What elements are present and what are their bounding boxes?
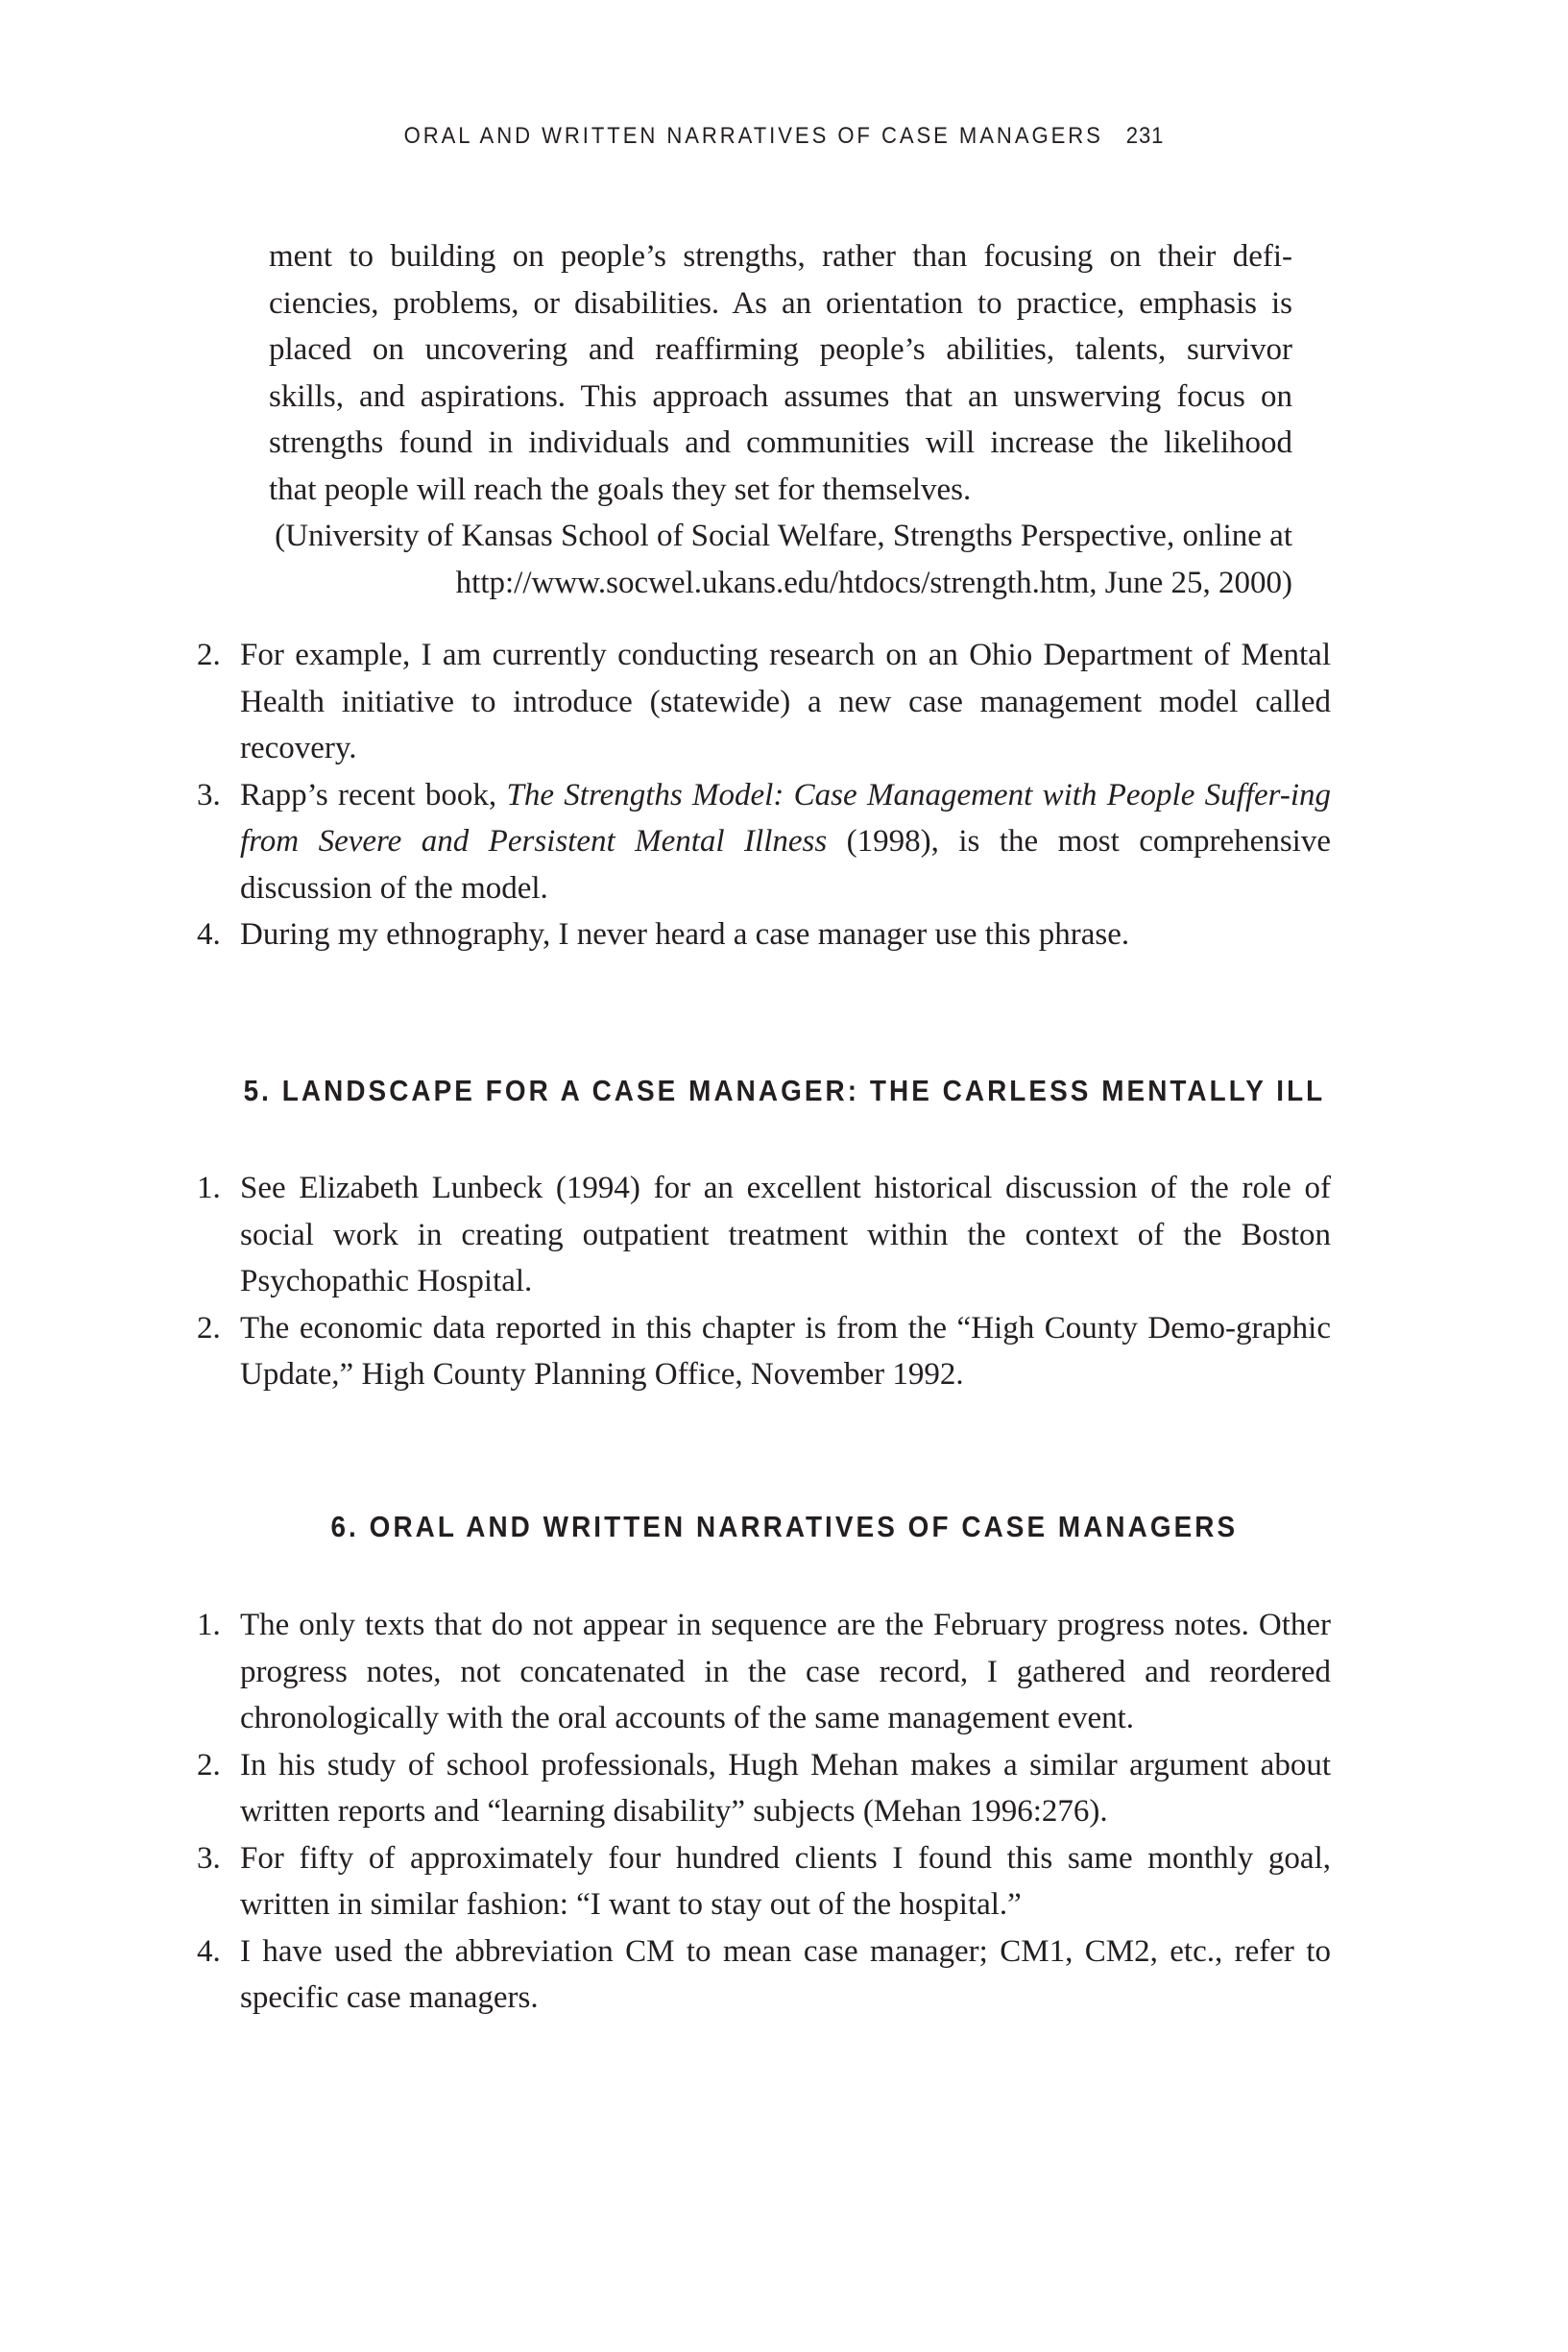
quote-line: ment to building on people’s strengths, rather than focusing on their defi-: [269, 239, 1292, 274]
quote-line: placed on uncovering and reaffirming people’s abilities, talents, survivor: [269, 332, 1292, 367]
note-number: 1.: [197, 1608, 221, 1642]
note-item: [0, 1305, 1331, 1398]
note-number: 3.: [197, 1840, 221, 1876]
section6-notes-list: [0, 1602, 1568, 2022]
note-number: 4.: [197, 1933, 221, 1969]
block-quote: [269, 233, 1292, 606]
note-text: For example, I am currently conducting research on an Ohio Department of Mental Health initiative to introduce (statewide) a new case management model called recovery.: [240, 638, 1331, 765]
book-title: The Strengths Model: Case Management with People Suffer-ing from Severe and Persistent Mental Illness: [240, 777, 1331, 859]
note-item: [0, 1742, 1331, 1835]
quote-line: ciencies, problems, or disabilities. As an orientation to practice, emphasis is: [269, 285, 1292, 321]
note-number: 2.: [197, 1310, 221, 1346]
page-number: 231: [1125, 123, 1165, 149]
citation-line-2: http://www.socwel.ukans.edu/htdocs/strength.htm, June 25, 2000): [455, 565, 1292, 600]
note-number: 3.: [197, 777, 221, 812]
note-number: 2.: [197, 638, 221, 672]
running-head: [62, 123, 1505, 150]
note-number: 1.: [197, 1171, 221, 1205]
note-text-post: (1998), is the most comprehensive discussion of the model.: [240, 824, 1331, 906]
note-item: [0, 1928, 1331, 2022]
note-item: [0, 772, 1331, 912]
note-text-pre: Rapp’s recent book,: [240, 777, 507, 812]
block-quote-text: [269, 233, 1292, 513]
note-item: [0, 911, 1331, 958]
chapter4-notes-list: [0, 632, 1568, 958]
note-number: 2.: [197, 1747, 221, 1782]
quote-line: skills, and aspirations. This approach assumes that an unswerving focus on: [269, 378, 1292, 414]
section5-notes-list: [0, 1165, 1568, 1398]
note-item: [0, 1602, 1331, 1742]
note-number: 4.: [197, 917, 221, 952]
quote-citation: [269, 513, 1292, 606]
quote-line: strengths found in individuals and communities will increase the likelihood: [269, 425, 1292, 460]
section-heading-text: 6. ORAL AND WRITTEN NARRATIVES OF CASE MANAGERS: [330, 1510, 1238, 1543]
section-heading-6: [0, 1510, 1568, 1544]
note-text: I have used the abbreviation CM to mean case manager; CM1, CM2, etc., refer to specific case managers.: [240, 1933, 1331, 2015]
note-text: The economic data reported in this chapter is from the “High County Demo-graphic Update,” High County Planning Office, November 1992.: [240, 1310, 1331, 1392]
note-item: [0, 1835, 1331, 1928]
running-head-title: ORAL AND WRITTEN NARRATIVES OF CASE MANAGERS: [403, 123, 1103, 149]
note-item: [0, 1165, 1331, 1305]
note-text: See Elizabeth Lunbeck (1994) for an excellent historical discussion of the role of social work in creating outpatient treatment within the context of the Boston Psychopathic Hospital.: [240, 1171, 1331, 1298]
note-text: In his study of school professionals, Hugh Mehan makes a similar argument about written reports and “learning disability” subjects (Mehan 1996:276).: [240, 1747, 1331, 1829]
section-heading-text: 5. LANDSCAPE FOR A CASE MANAGER: THE CARLESS MENTALLY ILL: [243, 1074, 1325, 1107]
note-text: The only texts that do not appear in sequence are the February progress notes. Other progress notes, not concatenated in the case record, I gathered and reordered chronologically with the oral accounts of the same management event.: [240, 1608, 1331, 1735]
note-text: For fifty of approximately four hundred clients I found this same monthly goal, written in similar fashion: “I want to stay out of the hospital.”: [240, 1840, 1331, 1922]
quote-line: that people will reach the goals they set for themselves.: [269, 472, 972, 507]
note-item: [0, 632, 1331, 772]
section-heading-5: [0, 1074, 1568, 1108]
note-text: During my ethnography, I never heard a case manager use this phrase.: [240, 917, 1130, 952]
citation-line-1: (University of Kansas School of Social Welfare, Strengths Perspective, online at: [275, 519, 1292, 553]
